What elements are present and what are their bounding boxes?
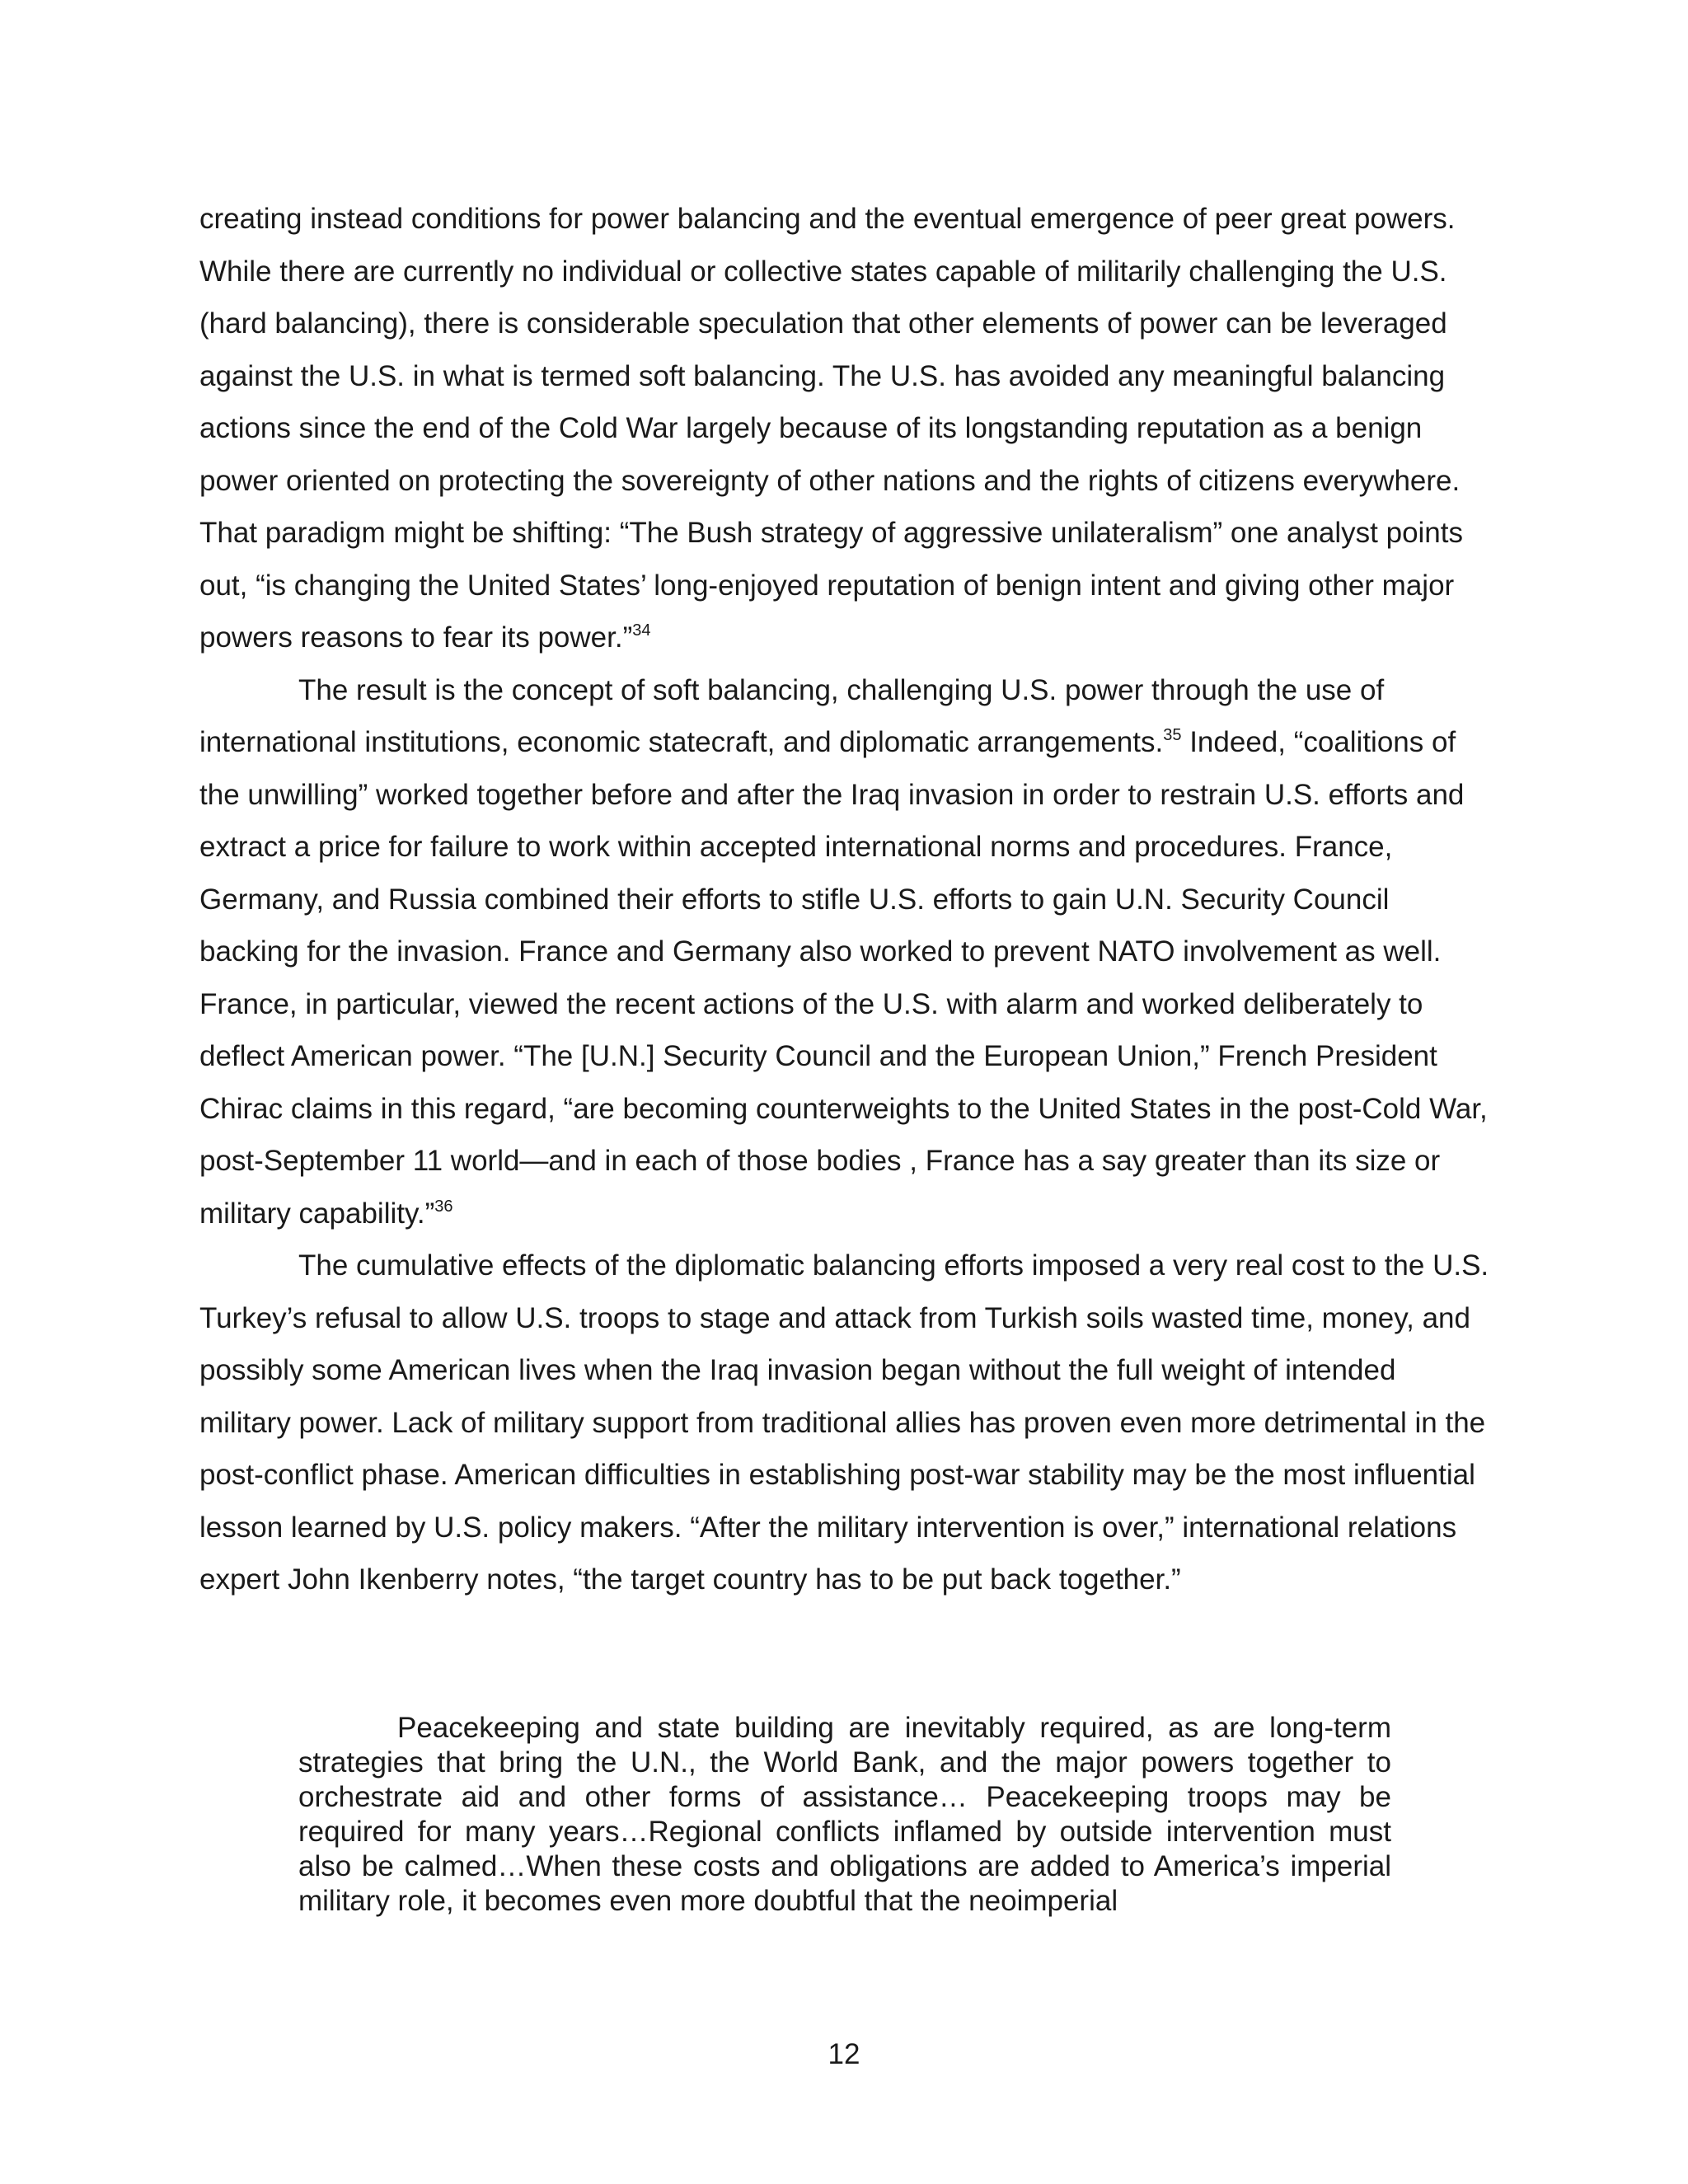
paragraph-3-text: The cumulative effects of the diplomatic balancing efforts imposed a very real cost to the U.S. Turkey’s refusal to allow U.S. troops to stage and attack from Turkish soils wasted time, money, and possibly some American lives when the Iraq invasion began without the full weight of intended military power. Lack of military support from traditional allies has proven even more detrimental in the post-conflict phase. American difficulties in establishing post-war stability may be the most influential lesson learned by U.S. policy makers. “After the military intervention is over,” international relations expert John Ikenberry notes, “the target country has to be put back together.” bbox=[199, 1249, 1489, 1596]
paragraph-3 bbox=[199, 1240, 1493, 1606]
body-text bbox=[199, 193, 1493, 1606]
paragraph-2 bbox=[199, 664, 1493, 1240]
page-number: 12 bbox=[828, 2038, 860, 2070]
paragraph-1-text: creating instead conditions for power balancing and the eventual emergence of peer great powers. While there are currently no individual or collective states capable of militarily challenging the U.S. (hard balancing), there is considerable speculation that other elements of power can be leveraged against the U.S. in what is termed soft balancing. The U.S. has avoided any meaningful balancing actions since the end of the Cold War largely because of its longstanding reputation as a benign power oriented on protecting the sovereignty of other nations and the rights of citizens everywhere. That paradigm might be shifting: “The Bush strategy of aggressive unilateralism” one analyst points out, “is changing the United States’ long-enjoyed reputation of benign intent and giving other major powers reasons to fear its power.” bbox=[199, 203, 1463, 654]
block-quote: Peacekeeping and state building are inevitably required, as are long-term strategies that bring the U.N., the World Bank, and the major powers together to orchestrate aid and other forms of assistance… Peacekeeping troops may be required for many years…Regional conflicts inflamed by outside intervention must also be calmed…When these costs and obligations are added to America’s imperial military role, it becomes even more doubtful that the neoimperial bbox=[298, 1712, 1391, 1917]
paragraph-2-text-end: Indeed, “coalitions of the unwilling” worked together before and after the Iraq invasion in order to restrain U.S. efforts and extract a price for failure to work within accepted international norms and procedures. France, Germany, and Russia combined their efforts to stifle U.S. efforts to gain U.N. Security Council backing for the invasion. France and Germany also worked to prevent NATO involvement as well. France, in particular, viewed the recent actions of the U.S. with alarm and worked deliberately to deflect American power. “The [U.N.] Security Council and the European Union,” French President Chirac claims in this regard, “are becoming counterweights to the United States in the post-Cold War, post-September 11 world—and in each of those bodies , France has a say greater than its size or military capability.” bbox=[199, 726, 1488, 1230]
footnote-ref-34: 34 bbox=[632, 621, 651, 640]
footnote-ref-35: 35 bbox=[1163, 726, 1182, 744]
footnote-ref-36: 36 bbox=[434, 1197, 453, 1216]
paragraph-1 bbox=[199, 193, 1493, 664]
paragraph-2-text-start: The result is the concept of soft balancing, challenging U.S. power through the use of international institutions, economic statecraft, and diplomatic arrangements. bbox=[199, 673, 1385, 758]
